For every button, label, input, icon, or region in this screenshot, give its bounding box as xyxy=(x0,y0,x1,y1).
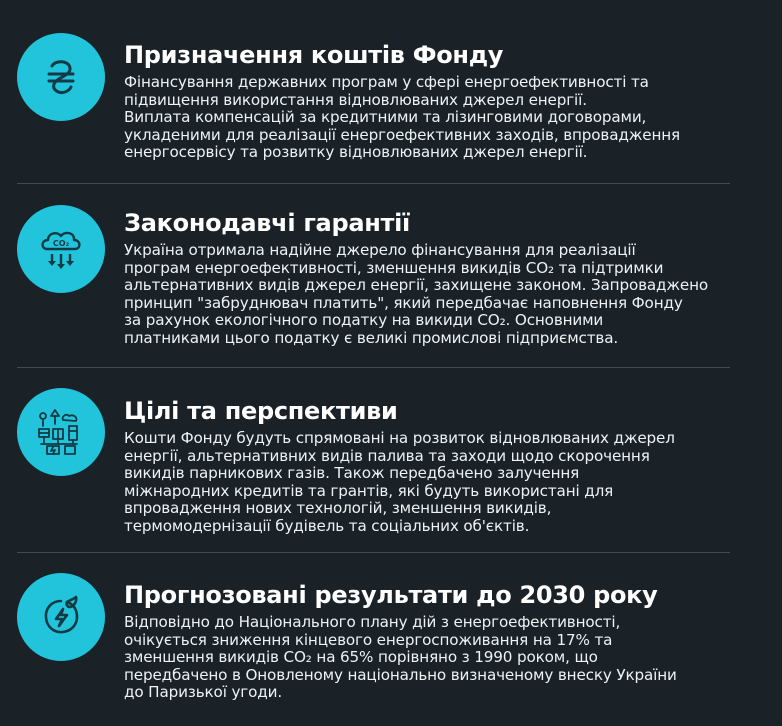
body-line: за рахунок екологічного податку на викиди CO₂. Основними xyxy=(124,311,604,330)
section-fund-purpose xyxy=(0,0,782,183)
body-line: укладеними для реалізації енергоефективних заходів, впровадження xyxy=(124,125,680,144)
body-line: Кошти Фонду будуть спрямовані на розвиток відновлюваних джерел xyxy=(124,429,675,447)
section-legislative-guarantees xyxy=(0,184,782,366)
section-title: Призначення коштів Фонду xyxy=(124,41,504,69)
body-line: енергосервісу та розвитку відновлюваних джерел енергії. xyxy=(124,143,588,162)
body-line: термомодернізації будівель та соціальних об'єктів. xyxy=(124,516,530,535)
body-line: до Паризької угоди. xyxy=(124,683,283,702)
section-title: Прогнозовані результати до 2030 року xyxy=(124,581,658,609)
body-line: Виплата компенсацій за кредитними та лізинговими договорами, xyxy=(124,108,647,127)
section-body xyxy=(124,242,734,348)
section-body xyxy=(124,614,734,702)
co2-label: CO₂ xyxy=(52,239,70,248)
body-line: очікується зниження кінцевого енергоспоживання на 17% та xyxy=(124,630,613,649)
energy-infrastructure-icon xyxy=(33,404,89,460)
hryvnia-icon-badge xyxy=(17,33,105,121)
body-line: передбачено в Оновленому національно визначеному внеску України xyxy=(124,665,677,684)
body-line: енергії, альтернативних видів палива та заходи щодо скорочення xyxy=(124,446,650,465)
section-text xyxy=(124,209,734,348)
body-line: Відповідно до Національного плану дій з енергоефективності, xyxy=(124,613,621,631)
infrastructure-icon-badge xyxy=(17,388,105,476)
co2-cloud-icon xyxy=(35,223,87,275)
body-line: принцип "забруднювач платить", який передбачає наповнення Фонду xyxy=(124,293,683,312)
body-line: викидів парникових газів. Також передбачено залучення xyxy=(124,464,580,483)
section-body xyxy=(124,74,734,162)
body-line: зменшення викидів CO₂ на 65% порівняно з 1990 роком, що xyxy=(124,648,598,667)
body-line: Фінансування державних програм у сфері енергоефективності та xyxy=(124,73,649,91)
body-line: програм енергоефективності, зменшення викидів CO₂ та підтримки xyxy=(124,258,664,277)
body-line: впровадження нових технологій, зменшення викидів, xyxy=(124,499,552,518)
section-goals-prospects xyxy=(0,368,782,552)
section-text xyxy=(124,41,734,162)
eco-energy-icon xyxy=(37,593,85,641)
body-line: платниками цього податку є великі промислові підприємства. xyxy=(124,328,619,347)
section-title: Цілі та перспективи xyxy=(124,397,398,425)
body-line: міжнародних кредитів та грантів, які будуть використані для xyxy=(124,481,614,500)
eco-energy-icon-badge xyxy=(17,573,105,661)
body-line: альтернативних видів джерел енергії, захищене законом. Запроваджено xyxy=(124,276,709,295)
section-title: Законодавчі гарантії xyxy=(124,209,410,237)
section-expected-results xyxy=(0,553,782,726)
co2-icon-badge xyxy=(17,205,105,293)
section-body xyxy=(124,430,734,536)
hryvnia-icon xyxy=(39,55,83,99)
section-text xyxy=(124,581,734,702)
section-text xyxy=(124,397,734,536)
body-line: Україна отримала надійне джерело фінансування для реалізації xyxy=(124,241,636,259)
body-line: підвищення використання відновлюваних джерел енергії. xyxy=(124,90,587,109)
